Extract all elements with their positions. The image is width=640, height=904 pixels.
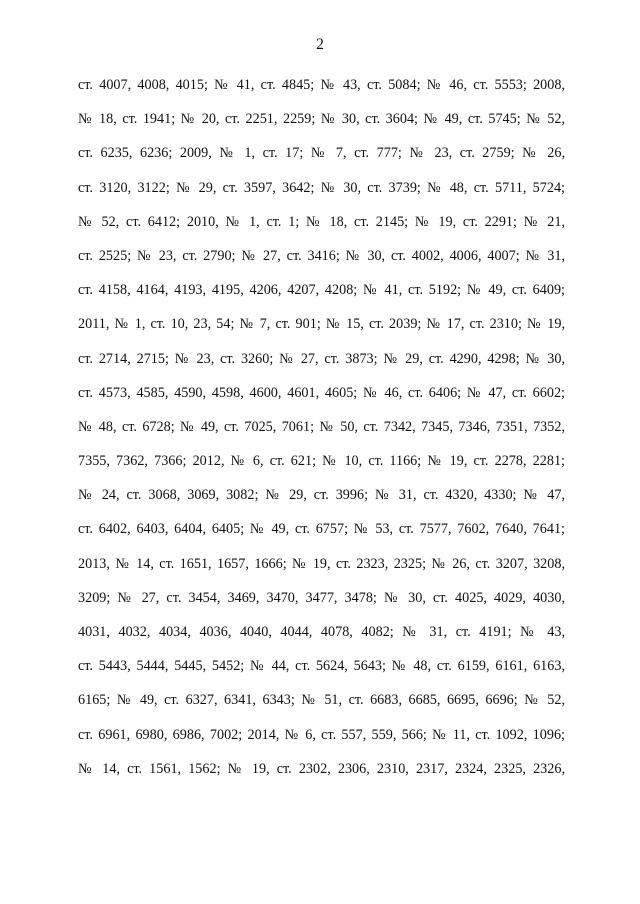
text-line: № 48, ст. 6728; № 49, ст. 7025, 7061; № 50, ст. 7342, 7345, 7346, 7351, 7352,	[78, 418, 565, 435]
text-line: ст. 4007, 4008, 4015; № 41, ст. 4845; № 43, ст. 5084; № 46, ст. 5553; 2008,	[78, 77, 565, 93]
page-number: 2	[316, 36, 324, 53]
text-line: 4031, 4032, 4034, 4036, 4040, 4044, 4078, 4082; № 31, ст. 4191; № 43,	[78, 624, 565, 640]
body-text	[78, 74, 565, 792]
text-line: № 18, ст. 1941; № 20, ст. 2251, 2259; № 30, ст. 3604; № 49, ст. 5745; № 52,	[78, 111, 565, 128]
text-line: ст. 6961, 6980, 6986, 7002; 2014, № 6, ст. 557, 559, 566; № 11, ст. 1092, 1096;	[78, 726, 565, 743]
text-line: ст. 6402, 6403, 6404, 6405; № 49, ст. 6757; № 53, ст. 7577, 7602, 7640, 7641;	[78, 521, 565, 538]
text-line: ст. 3120, 3122; № 29, ст. 3597, 3642; № 30, ст. 3739; № 48, ст. 5711, 5724;	[78, 179, 565, 196]
text-line: № 14, ст. 1561, 1562; № 19, ст. 2302, 2306, 2310, 2317, 2324, 2325, 2326,	[78, 760, 565, 777]
text-line: ст. 4158, 4164, 4193, 4195, 4206, 4207, 4208; № 41, ст. 5192; № 49, ст. 6409;	[78, 282, 565, 299]
text-line: 6165; № 49, ст. 6327, 6341, 6343; № 51, ст. 6683, 6685, 6695, 6696; № 52,	[78, 692, 565, 709]
text-line: 7355, 7362, 7366; 2012, № 6, ст. 621; № 10, ст. 1166; № 19, ст. 2278, 2281;	[78, 453, 565, 470]
text-line: № 52, ст. 6412; 2010, № 1, ст. 1; № 18, ст. 2145; № 19, ст. 2291; № 21,	[78, 213, 565, 230]
text-line: ст. 6235, 6236; 2009, № 1, ст. 17; № 7, ст. 777; № 23, ст. 2759; № 26,	[78, 145, 565, 162]
text-line: ст. 2525; № 23, ст. 2790; № 27, ст. 3416; № 30, ст. 4002, 4006, 4007; № 31,	[78, 247, 565, 264]
text-line: ст. 2714, 2715; № 23, ст. 3260; № 27, ст. 3873; № 29, ст. 4290, 4298; № 30,	[78, 350, 565, 367]
text-line: № 24, ст. 3068, 3069, 3082; № 29, ст. 3996; № 31, ст. 4320, 4330; № 47,	[78, 487, 565, 504]
text-line: 3209; № 27, ст. 3454, 3469, 3470, 3477, 3478; № 30, ст. 4025, 4029, 4030,	[78, 589, 565, 606]
text-line: 2011, № 1, ст. 10, 23, 54; № 7, ст. 901; № 15, ст. 2039; № 17, ст. 2310; № 19,	[78, 316, 565, 333]
text-line: ст. 4573, 4585, 4590, 4598, 4600, 4601, 4605; № 46, ст. 6406; № 47, ст. 6602;	[78, 384, 565, 401]
text-line: 2013, № 14, ст. 1651, 1657, 1666; № 19, ст. 2323, 2325; № 26, ст. 3207, 3208,	[78, 555, 565, 572]
text-line: ст. 5443, 5444, 5445, 5452; № 44, ст. 5624, 5643; № 48, ст. 6159, 6161, 6163,	[78, 658, 565, 675]
